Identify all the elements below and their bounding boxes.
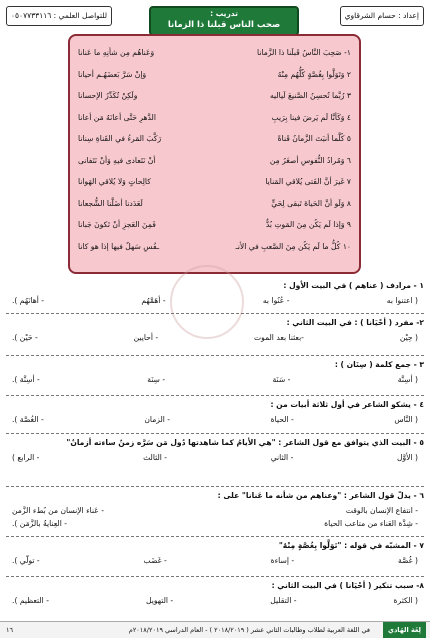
option[interactable]: - حَيْن ). <box>12 333 38 342</box>
option[interactable]: ( الأوَّل <box>396 453 418 462</box>
option[interactable]: ( غُصَّة <box>397 556 418 565</box>
answer-options-row-2 <box>6 519 424 528</box>
page-footer <box>0 621 430 638</box>
question-stem: ٨- سبب تنكير ( أحْيَانا ) في البيت الثاني : <box>271 581 424 590</box>
option[interactable]: - العِنايةُ بالزَّمَن ). <box>12 519 68 528</box>
option[interactable]: - التعظيم ). <box>12 596 49 605</box>
verse-7 <box>78 171 351 193</box>
verse-first-hemistich: ٧ غَيرَ أنَّ الفَتى يُلاقي المَنايا <box>265 177 351 187</box>
answer-options <box>6 415 424 424</box>
question-6 <box>6 491 424 528</box>
question-stem: ٥ - البيت الذي يتوافق مع قول الشاعر : "هي الأيامُ كما شاهدتها دُول مَن سَرَّه زمنٌ ساءته أزمانُ" <box>66 438 424 447</box>
option[interactable]: - أهَمَّهُم <box>141 296 166 305</box>
verse-10 <box>78 236 351 258</box>
page-number: ١٦ <box>6 626 13 634</box>
option[interactable]: - أحايين <box>133 333 159 342</box>
divider <box>6 576 424 577</box>
answer-options <box>6 375 424 384</box>
option[interactable]: - أسِنَّة ). <box>12 375 40 384</box>
divider <box>6 313 424 314</box>
brand-logo: لِغَة الهَادي <box>383 622 426 638</box>
verse-first-hemistich: ٦ وَمُرادُ النُّفوسِ أصغَرُ مِن <box>269 155 351 165</box>
option[interactable]: - سِنَة <box>147 375 166 384</box>
author-credit: إعداد : حسام الشرقاوي <box>340 6 424 26</box>
verse-first-hemistich: ٨ وَلَو أنَّ الحَياةَ تَبقى لِحَيٍّ <box>271 198 351 208</box>
option[interactable]: - الثاني <box>270 453 294 462</box>
exercise-title: صحب الناس قبلنا ذا الزمانا <box>167 20 281 30</box>
question-2 <box>6 318 424 342</box>
verse-first-hemistich: ٥ كُلَّما أنبَتَ الزَّمانُ قَناةً <box>277 134 351 144</box>
question-stem: ٤ - يشكو الشاعر في أول ثلاثة أبيات من : <box>270 400 424 409</box>
verse-second-hemistich: وَإنْ سَرَّ بَعضَهُـم أحيانا <box>78 69 147 79</box>
option[interactable]: - سَنَة <box>272 375 291 384</box>
verse-8 <box>78 193 351 215</box>
answer-options <box>6 556 424 565</box>
verse-1 <box>78 42 351 64</box>
question-7 <box>6 541 424 565</box>
poem-box <box>68 34 361 274</box>
verse-second-hemistich: فَمِنَ العَجزِ أنْ تَكونَ جَبانا <box>78 220 156 230</box>
verse-second-hemistich: لَعَدَدنا أضَلَّنا الشُّجعانا <box>78 198 143 208</box>
answer-options <box>6 506 424 515</box>
contact-info: للتواصل العلمي : ٠٥٠٧٧٣٣١١٦ <box>6 6 112 26</box>
option[interactable]: ( حِيْن <box>399 333 418 342</box>
verse-first-hemistich: ١- صَحِبَ النَّاسُ قَبلَنا ذا الزَّمانا <box>257 48 351 58</box>
divider <box>6 395 424 396</box>
verse-first-hemistich: ٤ وَكَأنَّا لَم يَرضَ فينا بِرَيبِ <box>271 112 351 122</box>
option[interactable]: - شِدَّة العَناء من متاعب الحياة <box>324 519 418 528</box>
verse-first-hemistich: ١٠ كُلُّ ما لَم يَكُن مِنَ الصَّعبِ في الأنـ <box>235 241 351 251</box>
option[interactable]: - الثالث <box>143 453 168 462</box>
divider <box>6 536 424 537</box>
option[interactable]: - عُنُوا به <box>262 296 290 305</box>
option[interactable]: - الرابع ) <box>12 453 40 462</box>
option[interactable]: - الزمان <box>144 415 171 424</box>
verse-second-hemistich: رَكَّبَ المَرءُ في القَناةِ سِنانا <box>78 134 162 144</box>
verse-second-hemistich: ـفُسِ سَهلٌ فيها إذا هو كانا <box>78 241 160 251</box>
verse-second-hemistich: أنْ نَتَعادى فيهِ وَأنْ نَتَفانى <box>78 155 156 165</box>
question-1 <box>6 281 424 305</box>
answer-options <box>6 596 424 605</box>
option[interactable]: -بعثنا بعد الموت <box>254 333 304 342</box>
question-stem: ١ - مرادف ( عناهم ) في البيت الأول : <box>283 281 424 290</box>
question-stem: ٣ - جمع كلمة ( سِنَان ) : <box>334 360 424 369</box>
verse-5 <box>78 128 351 150</box>
verse-6 <box>78 150 351 172</box>
option[interactable]: - غَضَب <box>143 556 167 565</box>
answer-options <box>6 296 424 305</box>
footer-text: في اللغة العربية لطلاب وطالبات الثاني عشر ( ٢٠١٨/٢٠١٩ ) - العام الدراسي ٢٠١٨/٢٠١٩م <box>128 626 370 634</box>
divider <box>6 433 424 434</box>
option[interactable]: - الحياة <box>270 415 294 424</box>
question-stem: ٢- مفرد ( أحْيَانا ) : في البيت الثاني : <box>286 318 424 327</box>
exercise-title-box <box>149 6 299 36</box>
verse-9 <box>78 214 351 236</box>
verse-first-hemistich: ٢ وَتَوَلَّوا بِغُصَّةٍ كُلُّهُم مِنْهُ <box>277 69 351 79</box>
page-header <box>6 6 424 28</box>
verse-second-hemistich: الدَّهرِ حَتَّى أعانَهُ مَن أعانا <box>78 112 156 122</box>
option[interactable]: ( اعتنوا به <box>386 296 418 305</box>
option[interactable]: ( النَّاس <box>394 415 418 424</box>
verse-second-hemistich: كالِحاتٍ وَلا يُلاقي الهَوانا <box>78 177 151 187</box>
verse-second-hemistich: ولَكِنْ تُكَدِّرُ الإحسانا <box>78 91 138 101</box>
verse-3 <box>78 85 351 107</box>
option[interactable]: - إساءة <box>270 556 295 565</box>
question-stem: ٧ - المشبّه في قوله : "تَوَلَّوا بِغُصَّةٍ مِنْهُ" <box>278 541 424 550</box>
answer-options <box>6 453 424 462</box>
exercise-label: تدريب : <box>210 9 238 18</box>
option[interactable]: - انتفاع الإنسان بالوقت <box>345 506 418 515</box>
option[interactable]: - التهويل <box>145 596 174 605</box>
question-3 <box>6 360 424 384</box>
verse-first-hemistich: ٣ رُبَّما تُحسِنُ الصَّنيعَ لَياليه <box>269 91 351 101</box>
option[interactable]: ( الكثرة <box>393 596 418 605</box>
option[interactable]: - الغُصَّة ). <box>12 415 44 424</box>
verse-second-hemistich: وَعَناهُم مِن شأنِهِ ما عَنانا <box>78 48 155 58</box>
divider <box>6 355 424 356</box>
question-5 <box>6 438 424 462</box>
option[interactable]: - أهانَهُم ). <box>12 296 45 305</box>
option[interactable]: ( أسِنَّة <box>397 375 418 384</box>
verse-2 <box>78 64 351 86</box>
verse-4 <box>78 107 351 129</box>
question-8 <box>6 581 424 605</box>
divider <box>6 486 424 487</box>
verse-first-hemistich: ٩ وَإذا لَم يَكُن مِنَ المَوتِ بُدٌّ <box>265 220 351 230</box>
option[interactable]: - تولّي ). <box>12 556 40 565</box>
answer-options <box>6 333 424 342</box>
option[interactable]: - التقليل <box>270 596 297 605</box>
question-stem: ٦ - يدلّ قول الشاعر : "وعناهم من شأنه ما عَنانا" على : <box>217 491 424 500</box>
question-4 <box>6 400 424 424</box>
option[interactable]: - عَناء الإنسان من بُطء الزَّمن <box>12 506 104 515</box>
